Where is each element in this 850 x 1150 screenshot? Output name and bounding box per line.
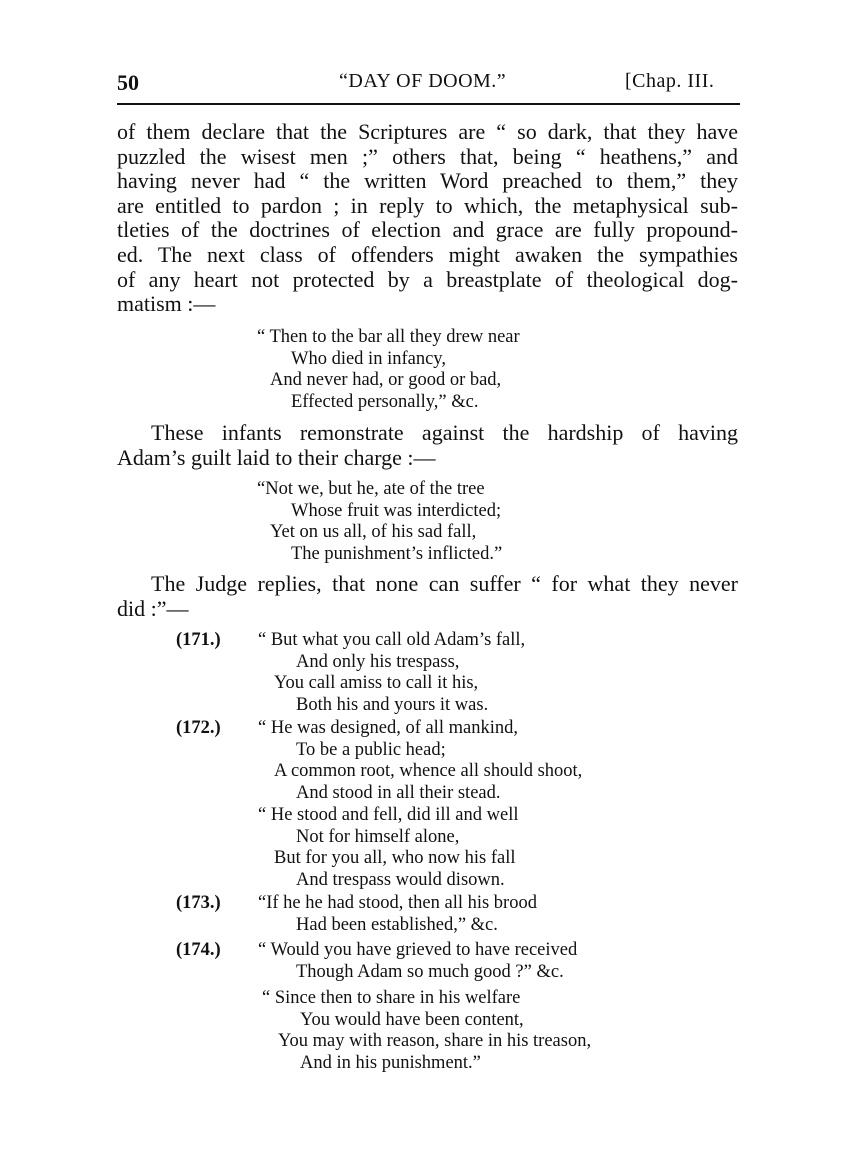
header-rule xyxy=(117,103,740,105)
verse-line: “Not we, but he, ate of the tree xyxy=(257,479,485,499)
verse-line: Had been established,” &c. xyxy=(296,914,498,935)
stanza-173 xyxy=(258,893,537,936)
text-line: matism :— xyxy=(117,291,216,317)
verse-line: “If he he had stood, then all his brood xyxy=(258,893,537,913)
stanza-171 xyxy=(258,630,525,716)
text-line: did :”— xyxy=(117,595,189,621)
verse-line: Effected personally,” &c. xyxy=(291,391,479,412)
text-line: having never had “ the written Word preached to them,” they xyxy=(117,168,738,194)
text-line: puzzled the wisest men ;” others that, being “ heathens,” and xyxy=(117,143,738,169)
verse-line: And in his punishment.” xyxy=(300,1052,481,1073)
paragraph-1 xyxy=(117,120,738,317)
verse-line: Though Adam so much good ?” &c. xyxy=(296,961,564,982)
verse-line: Yet on us all, of his sad fall, xyxy=(270,522,477,542)
stanza-number: (171.) xyxy=(176,630,221,650)
verse-line: “ But what you call old Adam’s fall, xyxy=(258,630,526,650)
verse-line: And only his trespass, xyxy=(296,651,460,672)
verse-line: Who died in infancy, xyxy=(291,348,446,369)
verse-line: To be a public head; xyxy=(296,739,446,760)
stanza-172-continued xyxy=(258,805,518,891)
stanza-number: (174.) xyxy=(176,940,221,960)
verse-line: And stood in all their stead. xyxy=(296,782,501,803)
page-number: 50 xyxy=(117,70,139,95)
text-line: of any heart not protected by a breastplate of theological dog- xyxy=(117,266,738,292)
text-line: of them declare that the Scriptures are “ so dark, that they have xyxy=(117,119,738,144)
verse-line: And trespass would disown. xyxy=(296,869,505,890)
verse-line: “ Since then to share in his welfare xyxy=(262,988,521,1008)
verse-line: You call amiss to call it his, xyxy=(274,673,479,693)
text-line: ed. The next class of offenders might awaken the sympathies xyxy=(117,241,738,267)
verse-quote-2 xyxy=(257,479,502,565)
stanza-172 xyxy=(258,718,582,804)
page-header xyxy=(0,0,850,110)
paragraph-3 xyxy=(117,572,738,621)
running-title: “DAY OF DOOM.” xyxy=(339,70,507,92)
stanza-174-continued xyxy=(262,988,591,1074)
text-line: These infants remonstrate against the hardship of having xyxy=(151,420,738,445)
paragraph-2 xyxy=(117,421,738,470)
verse-line: “ Then to the bar all they drew near xyxy=(257,327,520,347)
verse-line: “ He stood and fell, did ill and well xyxy=(258,805,519,825)
verse-line: Whose fruit was interdicted; xyxy=(291,500,502,521)
verse-line: Both his and yours it was. xyxy=(296,694,489,715)
text-line: are entitled to pardon ; in reply to which, the metaphysical sub- xyxy=(117,192,738,218)
verse-line: But for you all, who now his fall xyxy=(274,848,516,868)
verse-line: The punishment’s inflicted.” xyxy=(291,543,503,564)
verse-line: And never had, or good or bad, xyxy=(270,370,502,390)
verse-line: You may with reason, share in his treason, xyxy=(278,1031,592,1051)
stanza-number: (173.) xyxy=(176,893,221,913)
chapter-reference: [Chap. III. xyxy=(625,70,715,92)
stanza-number: (172.) xyxy=(176,718,221,738)
verse-line: You would have been content, xyxy=(300,1009,524,1030)
text-line: tleties of the doctrines of election and grace are fully propound- xyxy=(117,217,738,243)
text-line: The Judge replies, that none can suffer “ for what they never xyxy=(151,571,738,596)
stanza-174 xyxy=(258,940,577,983)
text-line: Adam’s guilt laid to their charge :— xyxy=(117,444,436,470)
verse-line: Not for himself alone, xyxy=(296,826,460,847)
verse-line: “ He was designed, of all mankind, xyxy=(258,718,518,738)
verse-quote-1 xyxy=(257,327,520,413)
verse-line: A common root, whence all should shoot, xyxy=(274,761,583,781)
verse-line: “ Would you have grieved to have received xyxy=(258,940,578,960)
